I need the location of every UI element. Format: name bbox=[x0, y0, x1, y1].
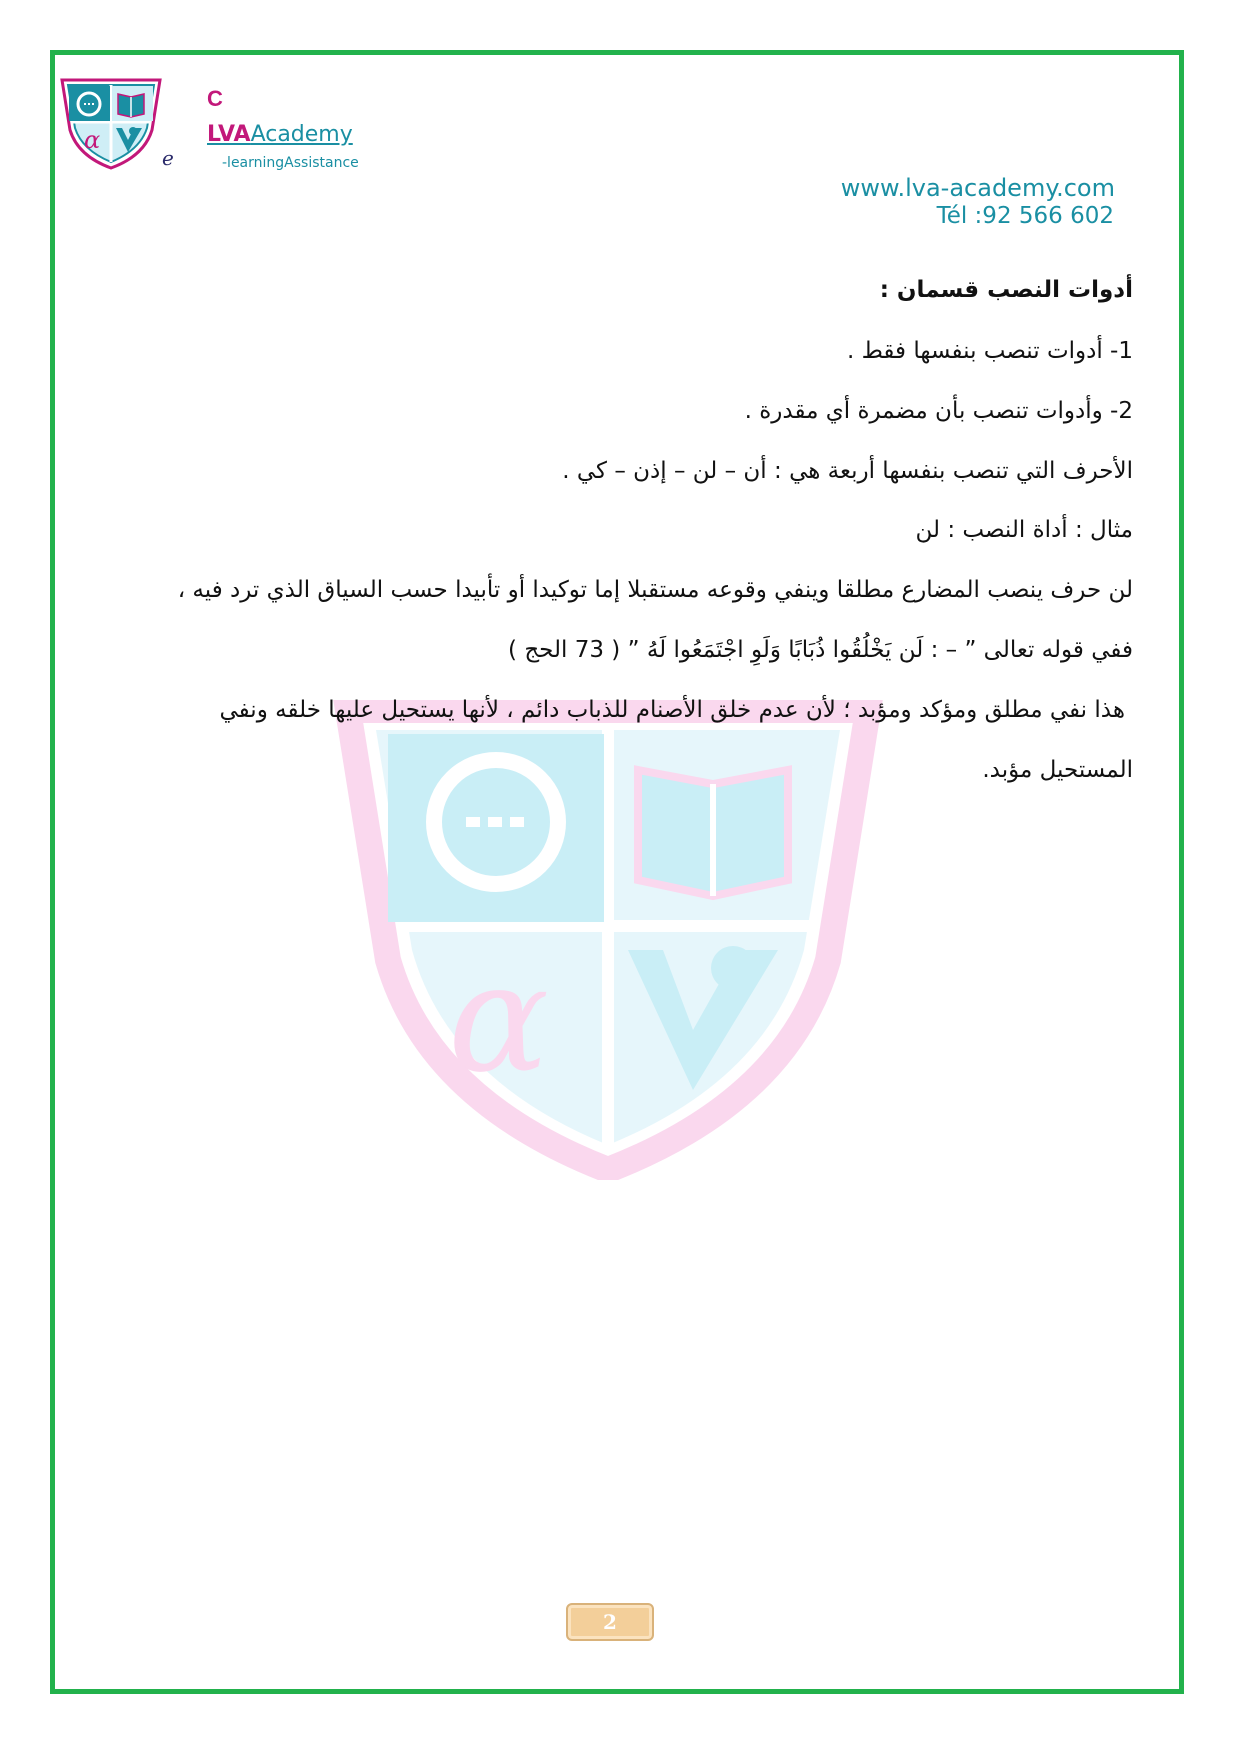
svg-text:α: α bbox=[84, 126, 101, 154]
letters-paragraph: الأحرف التي تنصب بنفسها أربعة هي : أن – لن – إذن – كي . bbox=[562, 458, 1133, 484]
brand-tagline: -learningAssistance bbox=[222, 155, 359, 171]
explanation-line-1: هذا نفي مطلق ومؤكد ومؤبد ؛ لأن عدم خلق الأصنام للذباب دائم ، لأنها يستحيل عليها خلقه ونفي bbox=[219, 697, 1125, 723]
verse-quote: ففي قوله تعالى ” – : لَن يَخْلُقُوا ذُبَابًا وَلَوِ اجْتَمَعُوا لَهُ ” ( 73 الحج ) bbox=[508, 637, 1133, 663]
brand-lva: LVA bbox=[207, 122, 251, 147]
explanation-line-2: المستحيل مؤبد. bbox=[982, 757, 1133, 783]
list-item-1: 1- أدوات تنصب بنفسها فقط . bbox=[846, 338, 1133, 364]
watermark-logo bbox=[328, 700, 888, 1180]
website-url: www.lva-academy.com bbox=[840, 174, 1115, 202]
section-heading: أدوات النصب قسمان : bbox=[879, 277, 1133, 303]
example-line: مثال : أداة النصب : لن bbox=[915, 517, 1133, 543]
logo-e-letter: e bbox=[162, 146, 174, 170]
lva-academy-logo bbox=[58, 78, 164, 170]
svg-text:α: α bbox=[448, 932, 550, 1106]
page-number-badge: 2 bbox=[566, 1603, 654, 1641]
brand-name bbox=[207, 122, 353, 147]
phone-number: Tél :92 566 602 bbox=[936, 203, 1114, 229]
definition-paragraph: لن حرف ينصب المضارع مطلقا وينفي وقوعه مستقبلا إما توكيدا أو تأبيدا حسب السياق الذي ترد فيه ، bbox=[177, 577, 1133, 603]
brand-academy: Academy bbox=[250, 122, 353, 147]
list-item-2: 2- وأدوات تنصب بأن مضمرة أي مقدرة . bbox=[744, 398, 1133, 424]
brand-letter: C bbox=[207, 86, 223, 111]
